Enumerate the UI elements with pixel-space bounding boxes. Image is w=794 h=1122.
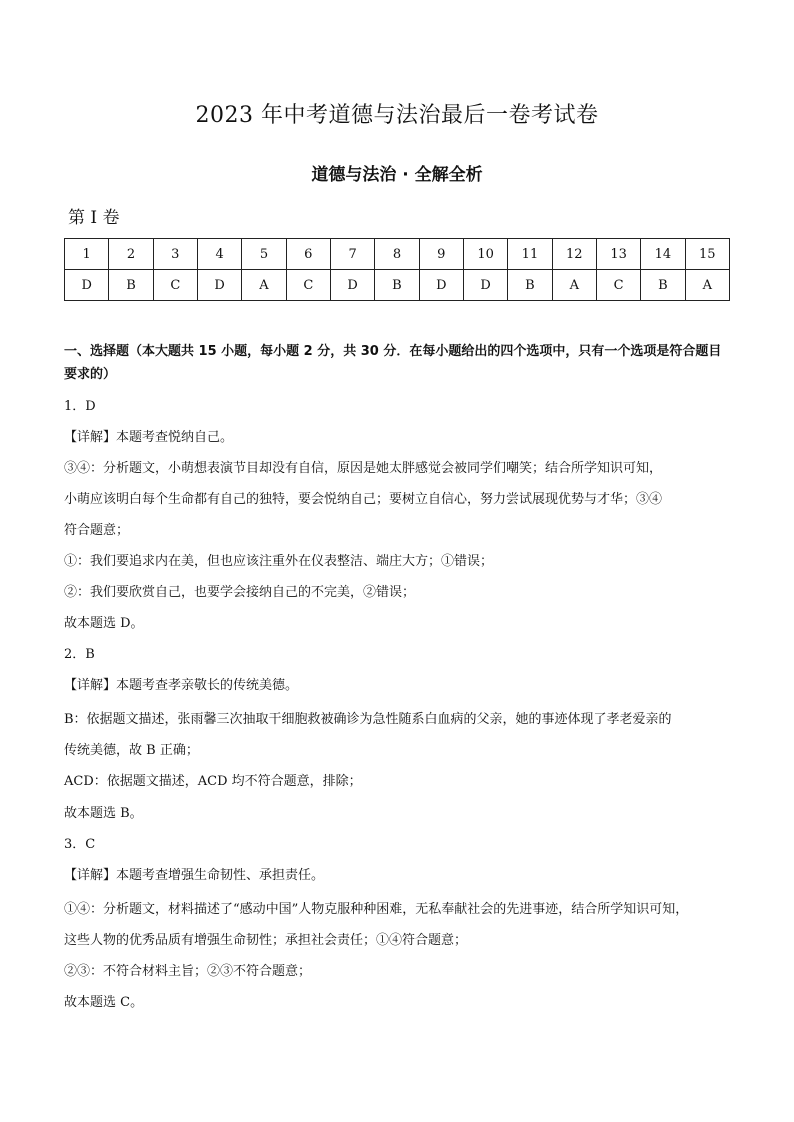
question-number-cell: 7 xyxy=(330,239,374,270)
question-number-cell: 12 xyxy=(552,239,596,270)
question-number-cell: 3 xyxy=(153,239,197,270)
text-line: 【详解】本题考查孝亲敬长的传统美德。 xyxy=(64,678,299,693)
question-number-cell: 15 xyxy=(685,239,729,270)
text-line: 小萌应该明白每个生命都有自己的独特，要会悦纳自己；要树立自信心，努力尝试展现优势与才华；③④ xyxy=(64,492,663,507)
answer-cell: A xyxy=(552,270,596,301)
text-line: 符合题意； xyxy=(64,523,130,538)
text-line: ACD：依据题文描述，ACD 均不符合题意，排除； xyxy=(64,774,362,789)
answer-cell: B xyxy=(109,270,153,301)
question-number-cell: 5 xyxy=(242,239,286,270)
section-heading: 一、选择题（本大题共 15 小题，每小题 2 分，共 30 分．在每小题给出的四个选项中，只有一个选项是符合题目要求的） xyxy=(64,344,722,382)
text-line: ①④：分析题文，材料描述了“感动中国”人物克服种种困难，无私奉献社会的先进事迹，结合所学知识可知， xyxy=(64,902,689,917)
answer-cell: D xyxy=(65,270,109,301)
answer-cell: A xyxy=(242,270,286,301)
answer-cell: B xyxy=(375,270,419,301)
answer-cell: B xyxy=(508,270,552,301)
answer-table xyxy=(64,238,730,301)
text-line: 1．D xyxy=(64,399,96,414)
text-line: 故本题选 B。 xyxy=(64,806,143,821)
text-line: 【详解】本题考查悦纳自己。 xyxy=(64,430,234,445)
question-number-cell: 13 xyxy=(596,239,640,270)
text-line: 传统美德，故 B 正确； xyxy=(64,743,199,758)
question-number-cell: 11 xyxy=(508,239,552,270)
text-line: 2．B xyxy=(64,647,95,662)
text-line: 【详解】本题考查增强生命韧性、承担责任。 xyxy=(64,868,325,883)
answer-cell: D xyxy=(463,270,507,301)
question-number-cell: 8 xyxy=(375,239,419,270)
answer-table-numbers-row xyxy=(65,239,730,270)
text-line: 这些人物的优秀品质有增强生命韧性；承担社会责任；①④符合题意； xyxy=(64,933,468,948)
text-line: 故本题选 C。 xyxy=(64,995,144,1010)
text-line: 3．C xyxy=(64,837,96,852)
question-number-cell: 2 xyxy=(109,239,153,270)
answer-table-answers-row xyxy=(65,270,730,301)
answer-cell: D xyxy=(197,270,241,301)
answer-cell: B xyxy=(641,270,685,301)
question-number-cell: 6 xyxy=(286,239,330,270)
answer-cell: C xyxy=(286,270,330,301)
text-line: ③④：分析题文，小萌想表演节目却没有自信，原因是她太胖感觉会被同学们嘲笑；结合所学知识可知， xyxy=(64,461,663,476)
text-line: ①：我们要追求内在美，但也应该注重外在仪表整洁、端庄大方；①错误； xyxy=(64,554,494,569)
question-number-cell: 10 xyxy=(463,239,507,270)
answer-cell: C xyxy=(596,270,640,301)
answer-cell: D xyxy=(330,270,374,301)
text-line: B：依据题文描述，张雨馨三次抽取干细胞救被确诊为急性随系白血病的父亲，她的事迹体现了孝老爱亲的 xyxy=(64,712,672,727)
question-number-cell: 14 xyxy=(641,239,685,270)
volume-label: 第 I 卷 xyxy=(68,208,120,228)
question-number-cell: 1 xyxy=(65,239,109,270)
text-line: ②：我们要欣赏自己，也要学会接纳自己的不完美，②错误； xyxy=(64,585,416,600)
question-number-cell: 9 xyxy=(419,239,463,270)
text-line: ②③：不符合材料主旨；②③不符合题意； xyxy=(64,964,312,979)
text-line: 故本题选 D。 xyxy=(64,616,144,631)
exam-title: 2023 年中考道德与法治最后一卷考试卷 xyxy=(195,103,599,128)
exam-subtitle: 道德与法治 · 全解全析 xyxy=(311,165,483,185)
question-number-cell: 4 xyxy=(197,239,241,270)
answer-cell: C xyxy=(153,270,197,301)
answer-cell: A xyxy=(685,270,729,301)
answer-cell: D xyxy=(419,270,463,301)
